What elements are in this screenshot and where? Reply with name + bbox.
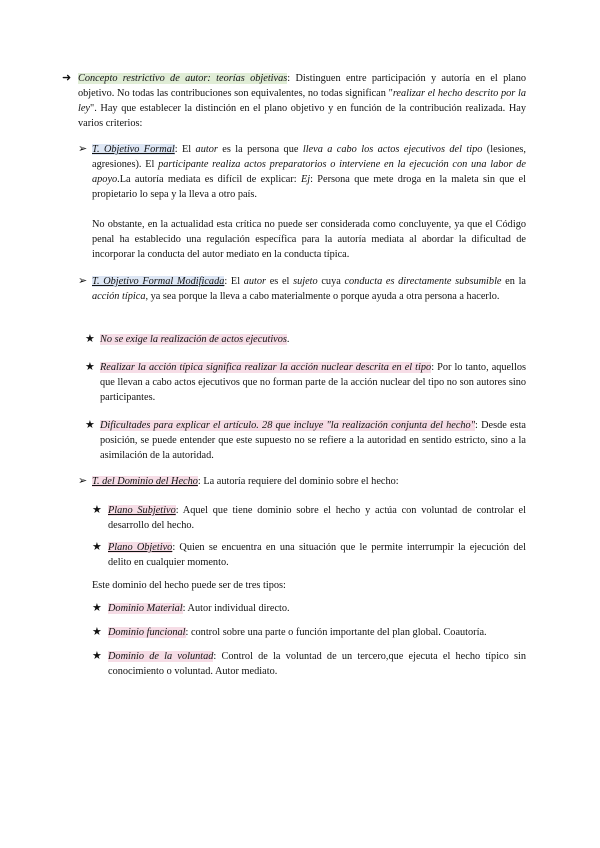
dominio-item-text: : Aquel que tiene dominio sobre el hecho y actúa con voluntad de controlar el desarrollo del hecho. (108, 505, 526, 531)
modificada-italic: autor (243, 276, 267, 287)
formal-term: T. Objetivo Formal (92, 144, 175, 155)
tipo-item (108, 601, 526, 616)
tipo-text: : Autor individual directo. (182, 603, 290, 614)
modificada-text: cuya (317, 276, 345, 287)
tipo-term: Dominio funcional (108, 627, 186, 638)
chevron-bullet-icon: ➢ (78, 475, 88, 487)
formal-text: : El (174, 144, 196, 155)
tipos-intro: Este dominio del hecho puede ser de tres tipos: (92, 580, 286, 591)
modificada-text: : El (224, 276, 244, 287)
modificada-item-term: Dificultades para explicar el artículo. 28 que incluye "la realización conjunta del hecho" (100, 420, 476, 431)
tipo-text: : Control de la voluntad de un tercero,que ejecuta el hecho típico sin conocimiento o voluntad. Autor mediato. (108, 651, 526, 677)
modificada-italic: sujeto (293, 276, 318, 287)
modificada-paragraph (92, 274, 526, 304)
tipo-term: Dominio de la voluntad (108, 651, 214, 662)
star-bullet-icon: ★ (85, 361, 95, 373)
modificada-item-term: Realizar la acción típica significa realizar la acción nuclear descrita en el tipo (100, 362, 432, 373)
star-bullet-icon: ★ (92, 626, 102, 638)
modificada-text: , ya sea porque la lleva a cabo materialmente o porque ayuda a otra persona a hacerlo. (145, 291, 500, 302)
intro-text: : Distinguen entre participación y autoría en el plano objetivo. No todas las contribuciones son equivalentes, no todas significan " (78, 73, 526, 99)
formal-italic: autor (195, 144, 218, 155)
formal-paragraph (92, 142, 526, 202)
modificada-italic: conducta es directamente subsumible (344, 276, 502, 287)
formal-text: es la persona que (217, 144, 303, 155)
formal-paragraph-2: No obstante, en la actualidad esta crítica no puede ser considerada como concluyente, ya que el Código penal ha establecido una regulación específica para la autoría mediata al abordar la dificultad de incorporar la conducta del autor mediato en la conducta típica. (92, 219, 526, 260)
star-bullet-icon: ★ (92, 504, 102, 516)
modificada-item (100, 418, 526, 463)
formal-italic: participante realiza actos preparatorios o interviene en la ejecución con una labor de apoyo (92, 159, 526, 185)
tipo-item (108, 649, 526, 679)
dominio-text: : La autoría requiere del dominio sobre el hecho: (197, 476, 399, 487)
chevron-bullet-icon: ➢ (78, 143, 88, 155)
tipo-item (108, 625, 526, 640)
modificada-item-text: : Desde esta posición, se puede entender que este supuesto no se refiere a la autoridad en sentido estricto, sino a la asimilación de la autoridad. (100, 420, 526, 461)
arrow-bullet-icon: ➜ (62, 72, 72, 84)
modificada-term: T. Objetivo Formal Modificada (92, 276, 225, 287)
modificada-item (100, 332, 526, 347)
star-bullet-icon: ★ (92, 602, 102, 614)
chevron-bullet-icon: ➢ (78, 275, 88, 287)
star-bullet-icon: ★ (85, 419, 95, 431)
modificada-item-text: : Por lo tanto, aquellos que llevan a cabo actos ejecutivos que no forman parte de la acción nuclear del tipo no son autores sino participantes. (100, 362, 527, 403)
intro-paragraph (78, 71, 526, 131)
star-bullet-icon: ★ (92, 541, 102, 553)
intro-quote: realizar el hecho descrito por la ley (78, 88, 527, 114)
formal-italic: Ej (300, 174, 311, 185)
tipo-term: Dominio Material (108, 603, 183, 614)
dominio-item (108, 503, 526, 533)
modificada-item-term: No se exige la realización de actos ejecutivos (100, 334, 287, 345)
modificada-italic: acción típica (92, 291, 146, 302)
modificada-item (100, 360, 526, 405)
dominio-paragraph (92, 474, 526, 489)
dominio-item (108, 540, 526, 570)
tipo-text: : control sobre una parte o función importante del plan global. Coautoría. (185, 627, 487, 638)
dominio-item-text: : Quien se encuentra en una situación que le permite interrumpir la ejecución del delito en cualquier momento. (108, 542, 526, 568)
star-bullet-icon: ★ (85, 333, 95, 345)
formal-text: : Persona que mete droga en la maleta sin que el propietario lo sepa y la lleva a otro país. (92, 174, 526, 200)
formal-text: .La autoría mediata es difícil de explicar: (117, 174, 301, 185)
dominio-term: T. del Dominio del Hecho (92, 476, 198, 487)
formal-italic: lleva a cabo los actos ejecutivos del tipo (302, 144, 483, 155)
modificada-text: es el (266, 276, 294, 287)
intro-term: Concepto restrictivo de autor: teorías objetivas (78, 73, 288, 84)
formal-text: (lesiones, agresiones). El (92, 144, 526, 170)
dominio-item-term: Plano Objetivo (108, 542, 173, 553)
star-bullet-icon: ★ (92, 650, 102, 662)
modificada-text: en la (501, 276, 527, 287)
modificada-item-text: . (286, 334, 290, 345)
dominio-item-term: Plano Subjetivo (108, 505, 176, 516)
intro-text-end: ". Hay que establecer la distinción en el plano objetivo y en función de la contribución realizada. Hay varios criterios: (78, 103, 526, 129)
